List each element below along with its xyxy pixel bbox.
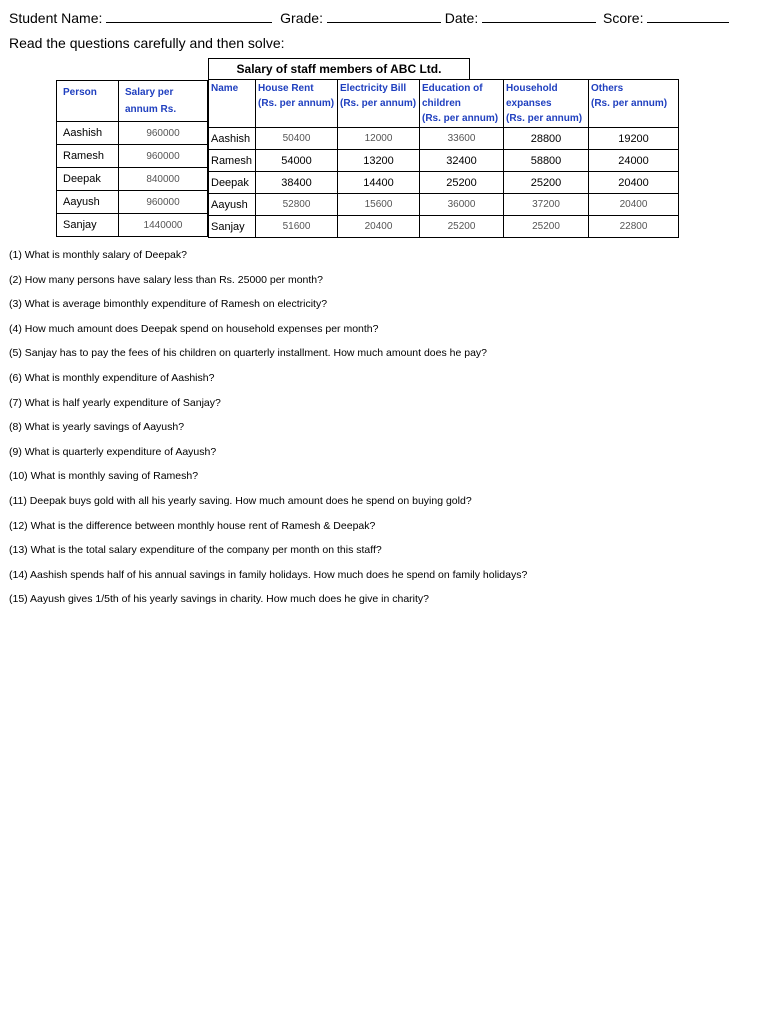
house-rent-cell: 50400 bbox=[256, 128, 338, 150]
others-cell: 20400 bbox=[589, 172, 679, 194]
column-header-line1: Education of children bbox=[422, 83, 483, 109]
column-header-line2: (Rs. per annum) bbox=[591, 98, 668, 109]
grade-label: Grade: bbox=[280, 10, 323, 26]
column-header-salary: Salary per annum Rs. bbox=[119, 81, 208, 122]
household-cell: 58800 bbox=[504, 150, 589, 172]
column-header-others bbox=[589, 80, 679, 128]
column-header-name bbox=[209, 80, 256, 128]
education-cell: 33600 bbox=[420, 128, 504, 150]
house-rent-cell: 51600 bbox=[256, 216, 338, 238]
house-rent-cell: 54000 bbox=[256, 150, 338, 172]
others-cell: 20400 bbox=[589, 194, 679, 216]
instructions: Read the questions carefully and then solve: bbox=[9, 35, 285, 51]
column-header-line2: (Rs. per annum) bbox=[340, 98, 417, 109]
salary-value: 840000 bbox=[119, 168, 208, 191]
question-item: (9) What is quarterly expenditure of Aayush? bbox=[9, 445, 217, 458]
education-cell: 36000 bbox=[420, 194, 504, 216]
score-field[interactable] bbox=[647, 22, 729, 23]
column-header-education bbox=[420, 80, 504, 128]
table-row bbox=[57, 122, 208, 145]
student-name-label: Student Name: bbox=[9, 10, 103, 26]
question-item: (11) Deepak buys gold with all his yearly saving. How much amount does he spend on buying gold? bbox=[9, 494, 472, 507]
question-item: (5) Sanjay has to pay the fees of his children on quarterly installment. How much amount does he pay? bbox=[9, 347, 488, 360]
column-header-line1: Others bbox=[591, 83, 624, 94]
expense-table-header-row bbox=[209, 80, 679, 128]
table-row bbox=[209, 194, 679, 216]
electricity-cell: 12000 bbox=[338, 128, 420, 150]
salary-value: 960000 bbox=[119, 191, 208, 214]
date-label: Date: bbox=[444, 10, 479, 26]
table-row bbox=[57, 145, 208, 168]
table-row bbox=[57, 168, 208, 191]
question-item: (8) What is yearly savings of Aayush? bbox=[9, 421, 185, 434]
column-header-line2: (Rs. per annum) bbox=[506, 113, 583, 124]
salary-value: 960000 bbox=[119, 145, 208, 168]
person-name: Aashish bbox=[57, 122, 119, 145]
table-row bbox=[209, 150, 679, 172]
expense-table bbox=[208, 79, 679, 238]
person-name: Sanjay bbox=[57, 214, 119, 237]
column-header-line2: (Rs. per annum) bbox=[258, 98, 335, 109]
household-cell: 37200 bbox=[504, 194, 589, 216]
question-item: (4) How much amount does Deepak spend on household expenses per month? bbox=[9, 322, 379, 335]
question-list bbox=[9, 243, 527, 612]
education-cell: 25200 bbox=[420, 216, 504, 238]
worksheet-header bbox=[9, 10, 729, 26]
salary-table bbox=[56, 80, 208, 237]
electricity-cell: 14400 bbox=[338, 172, 420, 194]
name-cell: Ramesh bbox=[209, 150, 256, 172]
column-header-line2: (Rs. per annum) bbox=[422, 113, 499, 124]
salary-table-header-row bbox=[57, 81, 208, 122]
column-header-line1: Electricity Bill bbox=[340, 83, 407, 94]
date-field[interactable] bbox=[482, 22, 596, 23]
electricity-cell: 15600 bbox=[338, 194, 420, 216]
education-cell: 25200 bbox=[420, 172, 504, 194]
column-header-person: Person bbox=[57, 81, 119, 122]
question-item: (14) Aashish spends half of his annual savings in family holidays. How much does he spend on family holidays? bbox=[9, 568, 528, 581]
grade-field[interactable] bbox=[327, 22, 441, 23]
table-row bbox=[209, 128, 679, 150]
expense-table-caption: Salary of staff members of ABC Ltd. bbox=[208, 58, 470, 80]
question-item: (13) What is the total salary expenditure of the company per month on this staff? bbox=[9, 544, 382, 557]
question-item: (2) How many persons have salary less than Rs. 25000 per month? bbox=[9, 273, 323, 286]
table-row bbox=[57, 214, 208, 237]
column-header-line1: Household expanses bbox=[506, 83, 558, 109]
others-cell: 24000 bbox=[589, 150, 679, 172]
question-item: (12) What is the difference between monthly house rent of Ramesh & Deepak? bbox=[9, 519, 376, 532]
person-name: Aayush bbox=[57, 191, 119, 214]
name-cell: Aashish bbox=[209, 128, 256, 150]
question-item: (7) What is half yearly expenditure of Sanjay? bbox=[9, 396, 221, 409]
table-row bbox=[209, 216, 679, 238]
question-item: (15) Aayush gives 1/5th of his yearly savings in charity. How much does he give in charity? bbox=[9, 593, 430, 606]
others-cell: 19200 bbox=[589, 128, 679, 150]
score-label: Score: bbox=[603, 10, 644, 26]
person-name: Ramesh bbox=[57, 145, 119, 168]
household-cell: 25200 bbox=[504, 216, 589, 238]
name-cell: Deepak bbox=[209, 172, 256, 194]
name-cell: Aayush bbox=[209, 194, 256, 216]
question-item: (10) What is monthly saving of Ramesh? bbox=[9, 470, 199, 483]
house-rent-cell: 38400 bbox=[256, 172, 338, 194]
column-header-household bbox=[504, 80, 589, 128]
column-header-house-rent bbox=[256, 80, 338, 128]
name-cell: Sanjay bbox=[209, 216, 256, 238]
question-item: (6) What is monthly expenditure of Aashish? bbox=[9, 371, 215, 384]
person-name: Deepak bbox=[57, 168, 119, 191]
column-header-electricity bbox=[338, 80, 420, 128]
table-row bbox=[209, 172, 679, 194]
others-cell: 22800 bbox=[589, 216, 679, 238]
electricity-cell: 20400 bbox=[338, 216, 420, 238]
house-rent-cell: 52800 bbox=[256, 194, 338, 216]
question-item: (1) What is monthly salary of Deepak? bbox=[9, 249, 187, 261]
household-cell: 28800 bbox=[504, 128, 589, 150]
household-cell: 25200 bbox=[504, 172, 589, 194]
salary-value: 1440000 bbox=[119, 214, 208, 237]
student-name-field[interactable] bbox=[106, 22, 272, 23]
column-header-name-line1: Name bbox=[211, 83, 239, 94]
education-cell: 32400 bbox=[420, 150, 504, 172]
question-item: (3) What is average bimonthly expenditure of Ramesh on electricity? bbox=[9, 298, 328, 311]
table-row bbox=[57, 191, 208, 214]
column-header-line1: House Rent bbox=[258, 83, 314, 94]
electricity-cell: 13200 bbox=[338, 150, 420, 172]
salary-value: 960000 bbox=[119, 122, 208, 145]
